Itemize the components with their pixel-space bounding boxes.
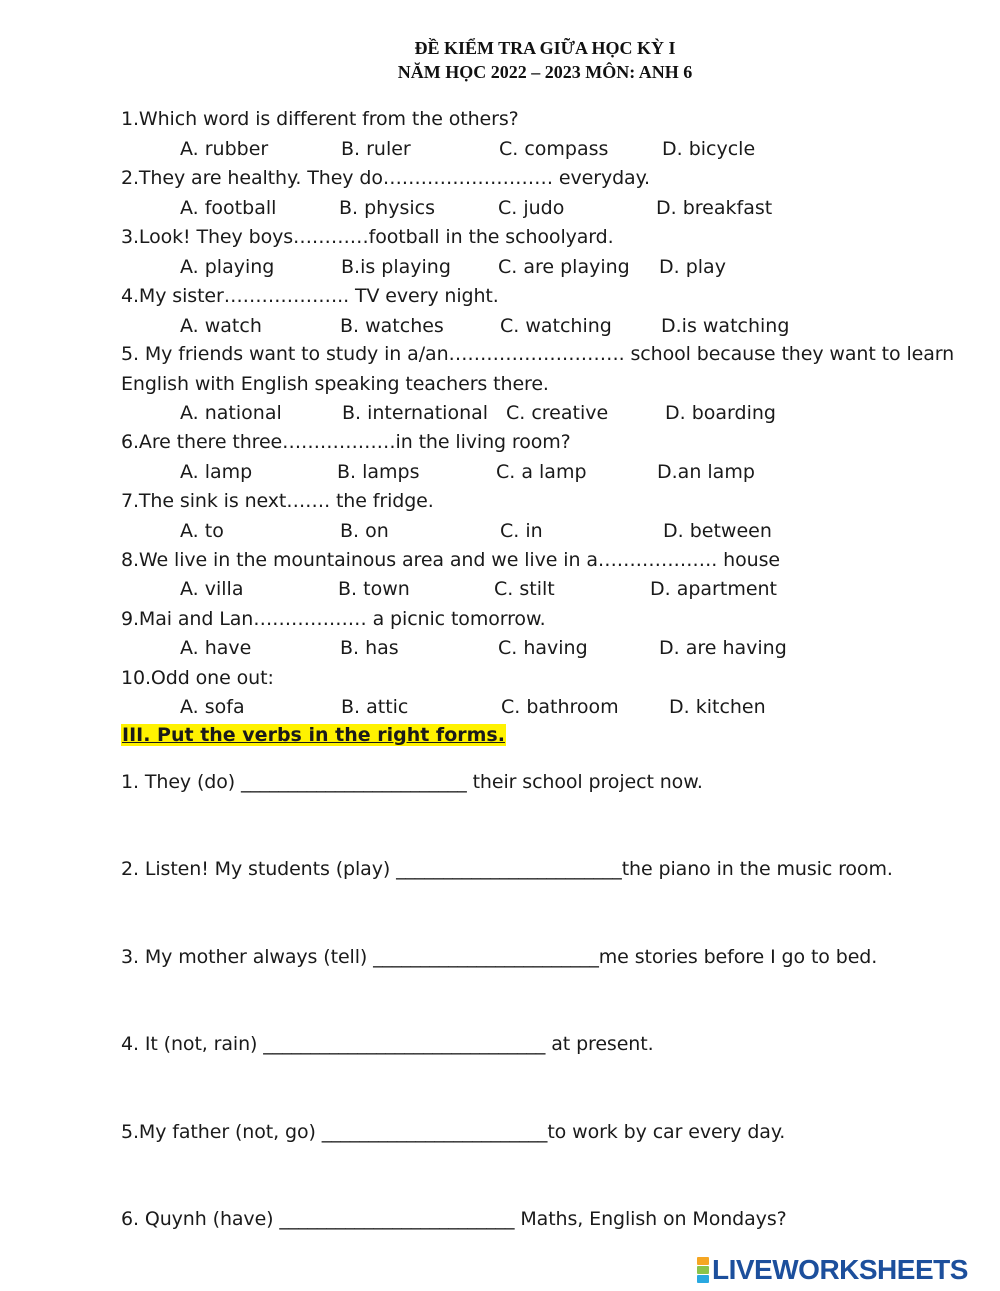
- question-7-option-a[interactable]: A. to: [180, 520, 224, 542]
- question-9-option-d[interactable]: D. are having: [659, 637, 787, 659]
- question-2-option-a[interactable]: A. football: [180, 197, 277, 219]
- question-5-option-d[interactable]: D. boarding: [665, 402, 776, 424]
- question-2-option-d[interactable]: D. breakfast: [656, 197, 773, 219]
- verb-item-1[interactable]: 1. They (do) ________________________ their school project now.: [121, 771, 703, 793]
- question-5-option-a[interactable]: A. national: [180, 402, 282, 424]
- question-7-option-d[interactable]: D. between: [663, 520, 772, 542]
- question-4-option-d[interactable]: D.is watching: [661, 315, 790, 337]
- question-1-option-b[interactable]: B. ruler: [341, 138, 411, 160]
- question-3-text: 3.Look! They boys…………football in the schoolyard.: [121, 226, 614, 248]
- exam-title-line2: NĂM HỌC 2022 – 2023 MÔN: ANH 6: [397, 62, 693, 82]
- question-8-option-a[interactable]: A. villa: [180, 578, 244, 600]
- verb-item-3[interactable]: 3. My mother always (tell) ________________________me stories before I go to bed.: [121, 946, 878, 968]
- verb-item-5[interactable]: 5.My father (not, go) ________________________to work by car every day.: [121, 1121, 786, 1143]
- verb-item-6[interactable]: 6. Quynh (have) _________________________ Maths, English on Mondays?: [121, 1208, 787, 1230]
- question-5-text: 5. My friends want to study in a/an………………………. school because they want to learn: [121, 343, 955, 365]
- question-8-option-c[interactable]: C. stilt: [494, 578, 555, 600]
- exam-title-line1: ĐỀ KIỂM TRA GIỮA HỌC KỲ I: [414, 38, 676, 58]
- question-10-option-d[interactable]: D. kitchen: [669, 696, 766, 718]
- question-9-option-c[interactable]: C. having: [498, 637, 588, 659]
- question-3-option-c[interactable]: C. are playing: [498, 256, 630, 278]
- question-3-option-a[interactable]: A. playing: [180, 256, 275, 278]
- verb-item-2[interactable]: 2. Listen! My students (play) ________________________the piano in the music room.: [121, 858, 893, 880]
- question-5-text-cont: English with English speaking teachers there.: [121, 373, 549, 395]
- question-7-text: 7.The sink is next……. the fridge.: [121, 490, 434, 512]
- section3-heading: III. Put the verbs in the right forms.: [122, 724, 505, 746]
- question-3-option-b[interactable]: B.is playing: [341, 256, 451, 278]
- question-8-text: 8.We live in the mountainous area and we live in a………………. house: [121, 549, 780, 571]
- logo-block-2-icon: [697, 1275, 709, 1283]
- question-2-option-c[interactable]: C. judo: [498, 197, 565, 219]
- question-1-text: 1.Which word is different from the others?: [121, 108, 519, 130]
- logo-blocks-icon: [697, 1257, 709, 1283]
- question-1-option-a[interactable]: A. rubber: [180, 138, 269, 160]
- question-5-option-b[interactable]: B. international: [342, 402, 489, 424]
- question-4-option-c[interactable]: C. watching: [500, 315, 612, 337]
- question-7-option-b[interactable]: B. on: [340, 520, 389, 542]
- logo-block-0-icon: [697, 1257, 709, 1265]
- question-2-text: 2.They are healthy. They do……………………… everyday.: [121, 167, 650, 189]
- question-6-option-b[interactable]: B. lamps: [337, 461, 420, 483]
- question-1-option-c[interactable]: C. compass: [499, 138, 609, 160]
- question-10-option-a[interactable]: A. sofa: [180, 696, 245, 718]
- question-3-option-d[interactable]: D. play: [659, 256, 726, 278]
- question-6-text: 6.Are there three………………in the living room?: [121, 431, 571, 453]
- question-2-option-b[interactable]: B. physics: [339, 197, 435, 219]
- question-10-option-b[interactable]: B. attic: [341, 696, 409, 718]
- question-6-option-a[interactable]: A. lamp: [180, 461, 253, 483]
- liveworksheets-logo: [697, 1255, 968, 1285]
- question-10-text: 10.Odd one out:: [121, 667, 274, 689]
- logo-text: LIVEWORKSHEETS: [712, 1254, 968, 1285]
- question-5-option-c[interactable]: C. creative: [506, 402, 609, 424]
- question-10-option-c[interactable]: C. bathroom: [501, 696, 619, 718]
- question-4-option-b[interactable]: B. watches: [340, 315, 444, 337]
- question-8-option-d[interactable]: D. apartment: [650, 578, 778, 600]
- logo-block-1-icon: [697, 1266, 709, 1274]
- question-6-option-d[interactable]: D.an lamp: [657, 461, 755, 483]
- question-9-option-a[interactable]: A. have: [180, 637, 252, 659]
- verb-item-4[interactable]: 4. It (not, rain) ______________________________ at present.: [121, 1033, 654, 1055]
- question-7-option-c[interactable]: C. in: [500, 520, 543, 542]
- question-4-option-a[interactable]: A. watch: [180, 315, 262, 337]
- question-8-option-b[interactable]: B. town: [338, 578, 410, 600]
- question-1-option-d[interactable]: D. bicycle: [662, 138, 756, 160]
- question-9-text: 9.Mai and Lan……………… a picnic tomorrow.: [121, 608, 546, 630]
- question-4-text: 4.My sister……………….. TV every night.: [121, 285, 499, 307]
- question-6-option-c[interactable]: C. a lamp: [496, 461, 587, 483]
- question-9-option-b[interactable]: B. has: [340, 637, 399, 659]
